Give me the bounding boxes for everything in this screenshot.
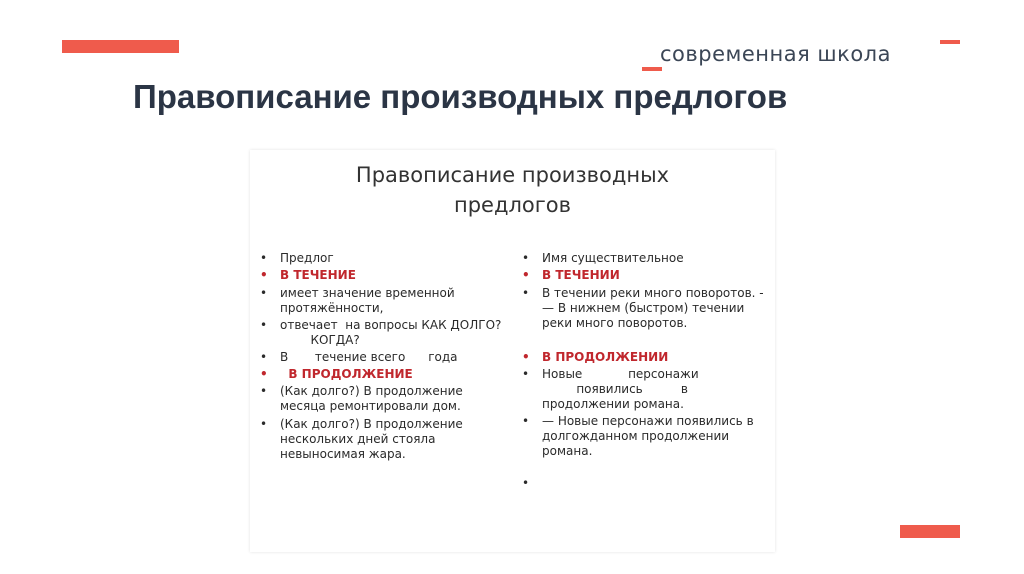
bullet-icon: • (522, 251, 530, 265)
bullet-icon: • (260, 318, 268, 332)
left-list-item (260, 384, 463, 414)
left-list-item (260, 417, 463, 462)
bullet-icon: • (260, 367, 268, 381)
list-item-text: Предлог (280, 251, 334, 265)
accent-bar-brand-right (940, 40, 960, 44)
left-list-item (260, 251, 334, 266)
list-item-text: Новые персонажи появились в продолжении романа. (542, 367, 699, 411)
brand-logo: современная школа (660, 42, 891, 66)
accent-bar-bottom-right (900, 525, 960, 538)
slide-image (250, 150, 775, 552)
right-list-item (522, 251, 684, 266)
list-item-text: В ПРОДОЛЖЕНИИ (542, 350, 669, 364)
list-item-text: В ПРОДОЛЖЕНИЕ (280, 367, 413, 381)
list-item-text: В течении реки много поворотов. - — В нижнем (быстром) течении реки много поворотов. (542, 286, 764, 330)
list-item-text: В течение всего года (280, 350, 458, 364)
accent-bar-top-left (62, 40, 179, 53)
left-list-item (260, 318, 502, 348)
list-item-text: имеет значение временной протяжённости, (280, 286, 455, 315)
bullet-icon: • (522, 414, 530, 428)
left-list-item (260, 268, 356, 283)
accent-bar-brand-left (642, 67, 662, 71)
bullet-icon: • (522, 350, 530, 364)
right-list-item (522, 286, 764, 331)
bullet-icon: • (522, 268, 530, 282)
list-item-text: Имя существительное (542, 251, 684, 265)
page-title: Правописание производных предлогов (133, 78, 788, 115)
right-list-item (522, 367, 699, 412)
bullet-icon: • (522, 476, 530, 490)
bullet-icon: • (260, 350, 268, 364)
list-item-text: (Как долго?) В продолжение нескольких дней стояла невыносимая жара. (280, 417, 463, 461)
right-list-item (522, 268, 620, 283)
bullet-icon: • (522, 286, 530, 300)
list-item-text: В ТЕЧЕНИИ (542, 268, 620, 282)
bullet-icon: • (260, 286, 268, 300)
bullet-icon: • (260, 384, 268, 398)
right-list-item (522, 414, 754, 459)
right-list-item (522, 350, 669, 365)
left-list-item (260, 350, 458, 365)
list-item-text: — Новые персонажи появились в долгожданном продолжении романа. (542, 414, 754, 458)
bullet-icon: • (260, 417, 268, 431)
left-list-item (260, 367, 413, 382)
bullet-icon: • (260, 251, 268, 265)
left-list-item (260, 286, 455, 316)
list-item-text: В ТЕЧЕНИЕ (280, 268, 356, 282)
bullet-icon: • (260, 268, 268, 282)
list-item-text: (Как долго?) В продолжение месяца ремонтировали дом. (280, 384, 463, 413)
slide-title: Правописание производных предлогов (355, 163, 670, 217)
list-item-text: отвечает на вопросы КАК ДОЛГО? КОГДА? (280, 318, 502, 347)
bullet-icon: • (522, 367, 530, 381)
